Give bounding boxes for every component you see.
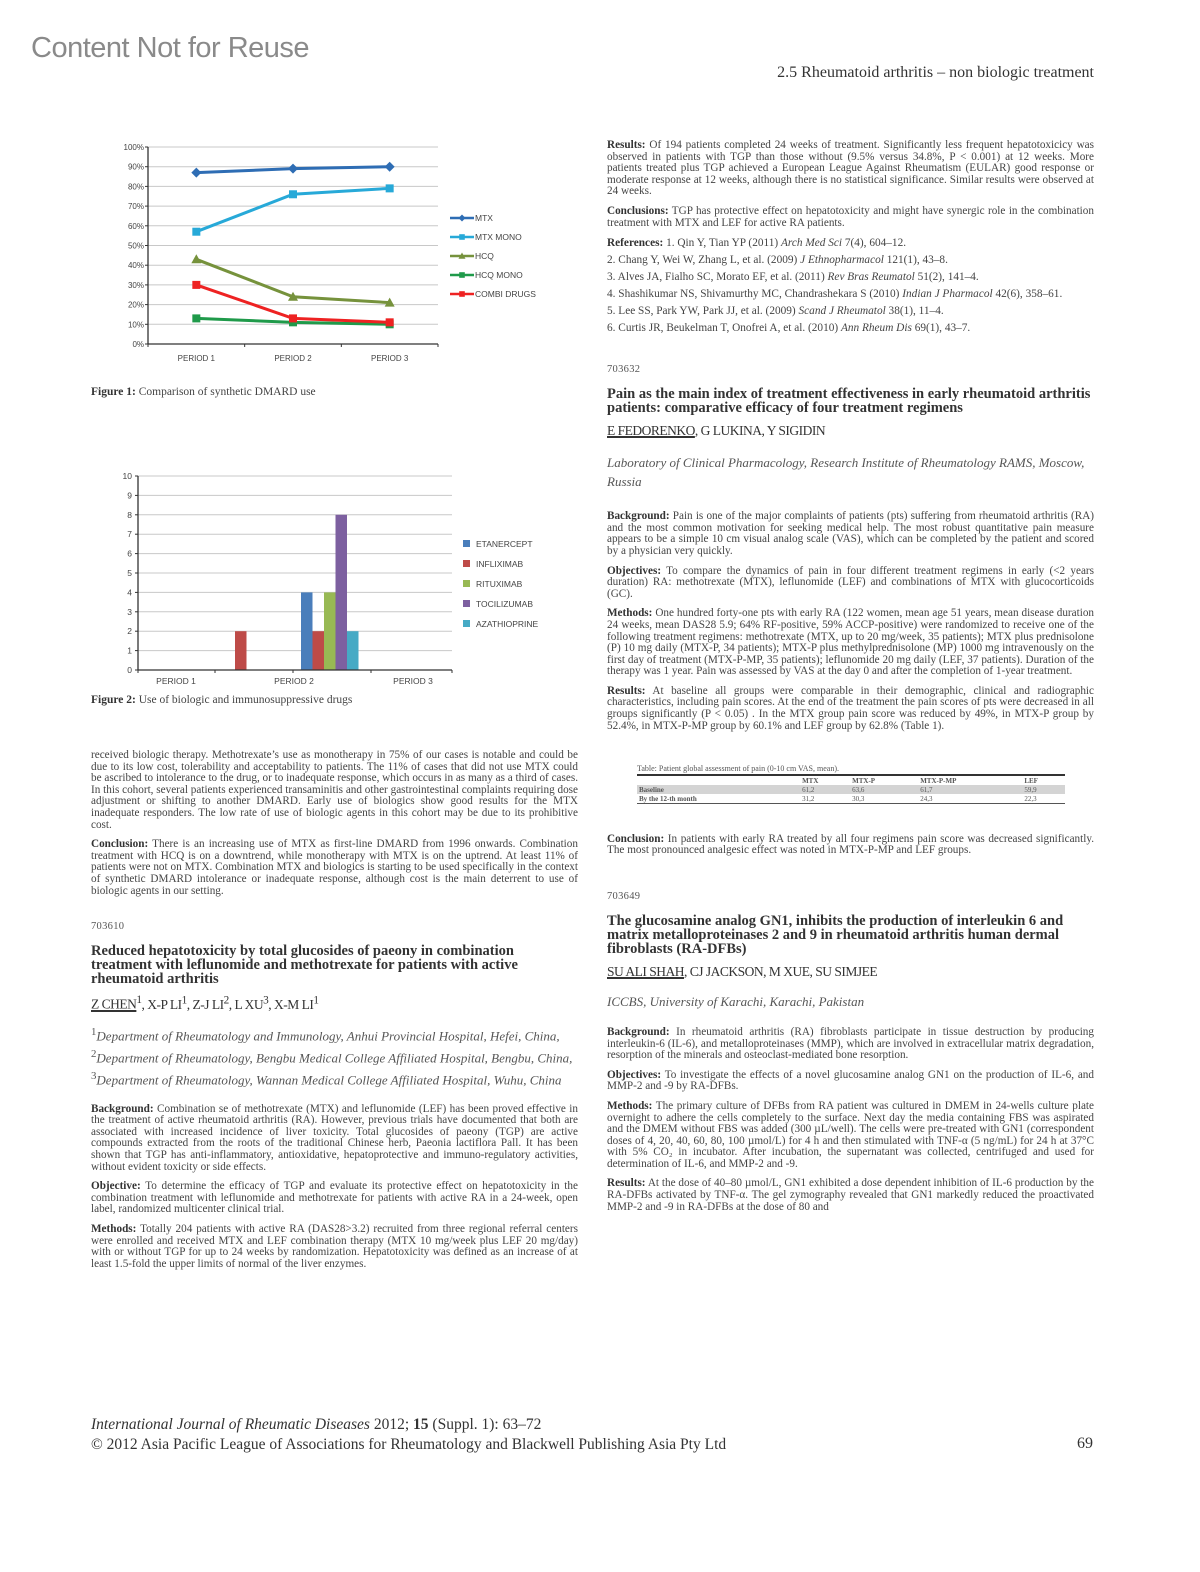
volume: 15 [413, 1416, 429, 1433]
results-label: Results: [607, 139, 646, 151]
x-tick-label: PERIOD 3 [370, 354, 409, 363]
y-tick-label: 2 [127, 626, 132, 637]
discussion-continued: received biologic therapy. Methotrexate’s use as monotherapy in 75% of our cases is notable and could be due to its low cost, tolerability and acceptability to patients. The 11% of cases that did not use MTX could be ascribed to intolerance to the drug, or to inadequate response, which occurs in as many as a third of cases. In this cohort, several patients experienced transaminitis and other gastrointestinal complaints requiring dose adjustment or shifting to another DMARD. Early use of biologics show good results for the MTX inadequate responders. The low rate of use of biologic agents in this cohort may be due to its prohibitive cost. [91, 749, 578, 831]
conclusions-label: Conclusions: [607, 204, 669, 217]
figure-1-caption [91, 386, 578, 398]
reference-item: References: 1. Qin Y, Tian YP (2011) Arch Med Sci 7(4), 604–12. [607, 237, 907, 250]
y-tick-label: 5 [127, 568, 132, 578]
author-list [607, 964, 1094, 980]
svg-text:HCQ MONO: HCQ MONO [475, 270, 523, 280]
x-tick-label: PERIOD 1 [177, 354, 216, 363]
background-text: Combination se of methotrexate (MTX) and leflunomide (LEF) has been proved effective in the treatment of active rheumatoid arthritis (RA). However, previous trials have documented that both are associated with increased incidence of liver toxicity. Total glucosides of paeony (TGP) are active compounds extracted from the roots of the traditional Chinese herb, Paeonia lactiflora Pall. It has been shown that TGP has anti-inflammatory, antioxidative, hepatoprotective and immuno-regulatory activities, without evident toxicity or side effects. [91, 1102, 579, 1173]
conclusion-label: Conclusion: [607, 832, 665, 845]
svg-text:ETANERCEPT: ETANERCEPT [476, 539, 533, 549]
abstract-703610 [91, 921, 578, 1270]
y-tick-label: 3 [127, 606, 132, 617]
row-label: By the 12-th month [637, 794, 800, 803]
y-tick-label: 20% [127, 300, 144, 310]
figure-2-bar-chart [88, 460, 575, 690]
pain-table [637, 764, 1065, 804]
presenting-author: Z CHEN [91, 996, 137, 1012]
author-sup: 2 [223, 994, 229, 1007]
copyright: © 2012 Asia Pacific League of Associations for Rheumatology and Blackwell Publishing Asia Pty Ltd [91, 1436, 727, 1453]
abstract-id: 703610 [91, 921, 125, 933]
legend-item [463, 559, 524, 569]
y-tick-label: 9 [127, 490, 132, 501]
background-text: In rheumatoid arthritis (RA) fibroblasts participate in tissue destruction by producing interleukin-6 (IL-6), and metalloproteinases (MMP), which are involved in extracellular matrix degradation, resorption of the minerals and osteoclast-mediated bone resorption. [607, 1025, 1094, 1062]
background-paragraph [607, 511, 1094, 557]
reference-item: 4. Shashikumar NS, Shivamurthy MC, Chandrashekara S (2010) Indian J Pharmacol 42(6), 358–61. [607, 288, 1063, 301]
author-list [91, 994, 578, 1013]
row-label: Baseline [637, 785, 800, 794]
figure-2-caption [91, 694, 578, 706]
results-text: At baseline all groups were comparable in their demographic, clinical and radiographic characteristics, including pain scores. At the end of the treatment the pain scores of pts were decreased in all groups significantly (P < 0.05) . In the MTX group pain score was reduced by 49%, in MTX-P group by 52.4%, in MTX-P-MP group by 60.1% and LEF group by 62.8% (Table 1). [607, 684, 1094, 732]
table-cell: 63,6 [850, 785, 918, 794]
background-label: Background: [607, 510, 670, 523]
y-tick-label: 80% [127, 182, 144, 192]
conclusion-text: There is an increasing use of MTX as first-line DMARD from 1996 onwards. Combination treatment with HCQ is on a downtrend, while monotherapy with MTX is on the uptrend. At least 11% of patients were not on MTX. Combination MTX and biologics is starting to be used specifically in the context of synthetic DMARD intolerance or inadequate response, although cost is the main deterrent to use of biologic agents in our setting. [91, 838, 578, 897]
left-column [91, 138, 578, 1278]
right-column [607, 140, 1094, 1221]
objectives-paragraph [607, 566, 1094, 601]
bar-infliximab [313, 631, 325, 670]
bar-etanercept [301, 592, 313, 670]
background-paragraph [607, 1027, 1094, 1062]
objective-label: Objective: [91, 1180, 141, 1193]
abstract-title: The glucosamine analog GN1, inhibits the production of interleukin 6 and matrix metalloproteinases 2 and 9 in rheumatoid arthritis human dermal fibroblasts (RA-DFBs) [607, 912, 1064, 957]
journal-name: International Journal of Rheumatic Diseases [91, 1416, 370, 1433]
series-mtx [191, 162, 394, 178]
methods-text: Totally 204 patients with active RA (DAS28>3.2) recruited from three regional referral centers were enrolled and received MTX and LEF combination therapy (MTX 10 mg/week plus LEF 20 mg/day) with or without TGP for up to 24 weeks by randomization. Hepatotoxicity was defined as an increase of at least 1.5-fold the upper limits of normal of the liver enzymes. [91, 1222, 578, 1270]
svg-text:AZATHIOPRINE: AZATHIOPRINE [476, 619, 539, 629]
bar-tocilizumab [336, 515, 348, 670]
table-cell: 30,3 [850, 794, 918, 803]
column-header: LEF [1024, 776, 1038, 785]
bar-infliximab [235, 631, 247, 670]
figure-1-line-chart [88, 138, 575, 378]
objective-text: To determine the efficacy of TGP and evaluate its protective effect on hepatotoxicity in the combination treatment with leflunomide and methotrexate for patients with active RA in a 24-week, open label, randomized multicenter clinical trial. [91, 1180, 578, 1216]
y-tick-label: 0% [132, 340, 144, 349]
affiliation: Department of Rheumatology and Immunology, Anhui Provincial Hospital, Hefei, China, [96, 1027, 560, 1043]
journal-citation [91, 1415, 726, 1435]
affiliation: Laboratory of Clinical Pharmacology, Research Institute of Rheumatology RAMS, Moscow, Russia [607, 455, 1085, 490]
figure-1-label: Figure 1: [91, 386, 136, 398]
svg-text:MTX MONO: MTX MONO [475, 232, 522, 242]
y-tick-label: 70% [127, 202, 144, 212]
conclusions-text: TGP has protective effect on hepatotoxicity and might have synergic role in the combination treatment with MTX and LEF for active RA patients. [607, 204, 1094, 229]
x-tick-label: PERIOD 1 [156, 676, 196, 686]
conclusion-text: In patients with early RA treated by all four regimens pain score was decreased significantly. The most pronounced analgesic effect was noted in MTX-P-MP and LEF groups. [607, 832, 1095, 857]
methods-label: Methods: [91, 1222, 137, 1235]
y-tick-label: 1 [127, 645, 132, 656]
objective-paragraph [91, 1181, 578, 1216]
y-tick-label: 0 [127, 665, 132, 675]
abstract-703649 [607, 891, 1094, 1213]
legend-item [450, 251, 494, 261]
running-head: 2.5 Rheumatoid arthritis – non biologic treatment [777, 64, 1094, 81]
author-sup: 1 [136, 994, 142, 1007]
x-tick-label: PERIOD 2 [274, 676, 314, 686]
citation-year: 2012; [369, 1416, 414, 1433]
column-header [637, 776, 800, 785]
abstract-title: Pain as the main index of treatment effectiveness in early rheumatoid arthritis patients: comparative efficacy of four treatment regimens [607, 386, 1091, 417]
table-cell: 61,2 [800, 785, 850, 794]
figure-2-label: Figure 2: [91, 694, 136, 706]
methods-paragraph [607, 608, 1094, 678]
table-cell: 59,9 [1022, 785, 1065, 794]
abstract-id: 703649 [607, 890, 641, 902]
methods-text: The primary culture of DFBs from RA patient was cultured in DMEM in 24-wells culture plate overnight to adhere the cells completely to the surface. Next day the media containing FBS was aspirated and the DMEM without FBS was added (300 µL/well). The cells were pre-treated with GN1 (correspondent doses of 4, 20, 40, 60, 80, 100 µmol/L) for 4 h and then stimulated with TNF-α (5 ng/mL) for 24 h at 37°C with 5% CO₂ in incubator. After incubation, the supernatant was collected, centrifuged and used for determination of IL-6, and MMP-2 and -9. [607, 1099, 1094, 1170]
conclusions-paragraph [607, 206, 1094, 229]
legend-item [463, 619, 539, 629]
reference-item: 3. Alves JA, Fialho SC, Morato EF, et al. (2011) Rev Bras Reumatol 51(2), 141–4. [607, 271, 979, 284]
author-sup: 1 [313, 994, 319, 1007]
methods-paragraph [91, 1224, 578, 1270]
svg-text:TOCILIZUMAB: TOCILIZUMAB [476, 599, 533, 609]
legend-item [450, 232, 522, 242]
figure-2-caption-text: Use of biologic and immunosuppressive drugs [138, 694, 353, 706]
objectives-label: Objectives: [607, 1068, 662, 1081]
bar-azathioprine [347, 631, 359, 670]
x-tick-label: PERIOD 2 [274, 354, 312, 363]
y-tick-label: 7 [127, 529, 132, 540]
author-sup: 3 [263, 994, 269, 1007]
y-tick-label: 30% [127, 280, 144, 290]
abstract-id: 703632 [607, 364, 641, 376]
objectives-text: To investigate the effects of a novel glucosamine analog GN1 on the production of IL-6, and MMP-2 and -9 by RA-DFBs. [607, 1068, 1094, 1093]
background-label: Background: [607, 1025, 670, 1038]
results-paragraph [607, 140, 1094, 198]
table-cell: 61,7 [918, 785, 1022, 794]
figure-1-caption-text: Comparison of synthetic DMARD use [138, 386, 316, 398]
table-row [637, 785, 1065, 794]
reference-item: 2. Chang Y, Wei W, Zhang L, et al. (2009) J Ethnopharmacol 121(1), 43–8. [607, 254, 948, 267]
presenting-author: SU ALI SHAH [607, 963, 685, 979]
author-list [607, 423, 1094, 439]
author-sup: 1 [181, 994, 187, 1007]
issue: (Suppl. 1): 63–72 [428, 1416, 542, 1433]
y-tick-label: 10% [127, 320, 144, 330]
conclusion-label: Conclusion: [91, 838, 149, 851]
results-label: Results: [607, 684, 646, 697]
background-paragraph [91, 1104, 578, 1174]
y-tick-label: 100% [123, 143, 144, 152]
abstract-703632 [607, 364, 1094, 857]
conclusion-paragraph [607, 834, 1094, 857]
results-label: Results: [607, 1177, 646, 1190]
co-authors: , CJ JACKSON, M XUE, SU SIMJEE [684, 963, 878, 979]
svg-text:COMBI DRUGS: COMBI DRUGS [475, 289, 536, 299]
co-authors: , G LUKINA, Y SIGIDIN [694, 423, 826, 439]
references [607, 237, 1094, 334]
objectives-text: To compare the dynamics of pain in four different treatment regimens in early (<2 years duration) RA: methotrexate (MTX), leflunomide (LEF) and combinations of MTX with glucocorticoids (GC). [607, 564, 1094, 600]
results-paragraph [607, 1178, 1094, 1213]
methods-paragraph [607, 1101, 1094, 1171]
objectives-label: Objectives: [607, 564, 662, 577]
conclusion-paragraph [91, 839, 578, 897]
legend-item [463, 579, 523, 589]
presenting-author: E FEDORENKO [607, 423, 695, 439]
affiliation: ICCBS, University of Karachi, Karachi, Pakistan [607, 993, 865, 1009]
legend-item [463, 599, 533, 609]
legend-item [463, 539, 533, 549]
methods-label: Methods: [607, 1099, 653, 1112]
y-tick-label: 60% [127, 221, 144, 231]
page-footer [91, 1415, 726, 1455]
methods-label: Methods: [607, 607, 653, 620]
bar-rituximab [324, 592, 336, 670]
y-tick-label: 40% [127, 261, 144, 271]
x-tick-label: PERIOD 3 [393, 676, 433, 686]
legend-item [450, 289, 536, 299]
y-tick-label: 50% [127, 241, 144, 251]
column-header: MTX-P-MP [920, 776, 957, 785]
y-tick-label: 8 [127, 509, 132, 520]
svg-text:INFLIXIMAB: INFLIXIMAB [476, 559, 524, 569]
column-header: MTX-P [852, 776, 876, 785]
legend-item [450, 213, 493, 223]
series-mtx-mono [192, 184, 393, 235]
legend-item [450, 270, 523, 280]
results-text: Of 194 patients completed 24 weeks of treatment. Significantly less frequent hepatotoxicicy was observed in patients with TGP than those without (9.5% versus 34.8%, P < 0.001) at 12 weeks. More patients treated plus TGP achieved a European League Against Rheumatism (EULAR) good response or moderate response at 12 weeks, although there is no statistical significance. Similar results were observed at 24 weeks. [607, 139, 1095, 198]
objectives-paragraph [607, 1070, 1094, 1093]
results-text: At the dose of 40–80 µmol/L, GN1 exhibited a dose dependent inhibition of IL-6 production by the RA-DFBs activated by TNF-α. The gel zymography revealed that GN1 markedly reduced the proactivated MMP-2 and -9 in RA-DFBs at the dose of 80 and [607, 1177, 1094, 1213]
svg-text:MTX: MTX [475, 213, 493, 223]
watermark: Content Not for Reuse [31, 32, 310, 64]
table-cell: 24,3 [918, 794, 1022, 803]
svg-text:HCQ: HCQ [475, 251, 494, 261]
background-text: Pain is one of the major complaints of patients (pts) suffering from rheumatoid arthritis (RA) and the most common motivation for seeking medical help. The most robust quantitative pain measure appears to be a simple 10 cm visual analog scale (VAS), which can be completed by the patient and scored by a physician very quickly. [607, 510, 1094, 557]
y-tick-label: 4 [127, 587, 132, 598]
y-tick-label: 10 [122, 471, 132, 481]
table-caption: Table: Patient global assessment of pain (0-10 cm VAS, mean). [637, 764, 1065, 776]
affiliation: Department of Rheumatology, Wannan Medical College Affiliated Hospital, Wuhu, China [96, 1072, 562, 1088]
co-authors: , X-P $LI^1$, Z-J $LI^2$, L $XU^3$, X-M $LI^1$ [141, 994, 319, 1012]
background-label: Background: [91, 1102, 154, 1115]
table-cell: 31,2 [800, 794, 850, 803]
table-cell: 22,3 [1022, 794, 1065, 803]
y-tick-label: 90% [127, 162, 144, 172]
methods-text: One hundred forty-one pts with early RA (122 women, mean age 51 years, mean disease duration 24 weeks, mean DAS28 5.9; 64% RF-positive, 59% ACCP-positive) were randomized to receive one of the following treatment regimens: methotrexate (MTX, up to 20 mg/week, 35 patients); MTX plus prednisolone (P) 10 mg daily (MTX-P, 34 patients); MTX-P plus methylprednisolone (MP) 1000 mg intravenously on the first day of treatment (MTX-P-MP, 35 patients); leflunomide 20 mg daily (LEF, 37 patients). Duration of the therapy was 1 year. Pain was assessed by VAS at the day 0 and after the completion of 1-year treatment. [607, 607, 1095, 678]
y-tick-label: 6 [127, 548, 132, 559]
series-hcq [191, 254, 394, 306]
column-header: MTX [802, 776, 819, 785]
results-paragraph [607, 686, 1094, 732]
table-header-row [637, 776, 1065, 785]
affiliation: Department of Rheumatology, Bengbu Medical College Affiliated Hospital, Bengbu, China, [96, 1050, 573, 1066]
table-row [637, 794, 1065, 803]
reference-item: 6. Curtis JR, Beukelman T, Onofrei A, et al. (2010) Ann Rheum Dis 69(1), 43–7. [607, 322, 971, 335]
page-number: 69 [1077, 1435, 1093, 1452]
svg-text:RITUXIMAB: RITUXIMAB [476, 579, 523, 589]
abstract-title: Reduced hepatotoxicity by total glucosides of paeony in combination treatment with leflunomide and methotrexate for patients with active rheumatoid arthritis [91, 943, 518, 988]
reference-item: 5. Lee SS, Park YW, Park JJ, et al. (2009) Scand J Rheumatol 38(1), 11–4. [607, 305, 944, 318]
affiliations: $^1$Department of Rheumatology and Immunology, Anhui Provincial Hospital, Hefei, China, $^2$Department of Rheumatology, Bengbu Medical College Affiliated Hospital, Bengbu, China, $^3$Department of Rheumatology, Wannan Medical College Affiliated Hospital, Wuhu, China [91, 1025, 573, 1088]
